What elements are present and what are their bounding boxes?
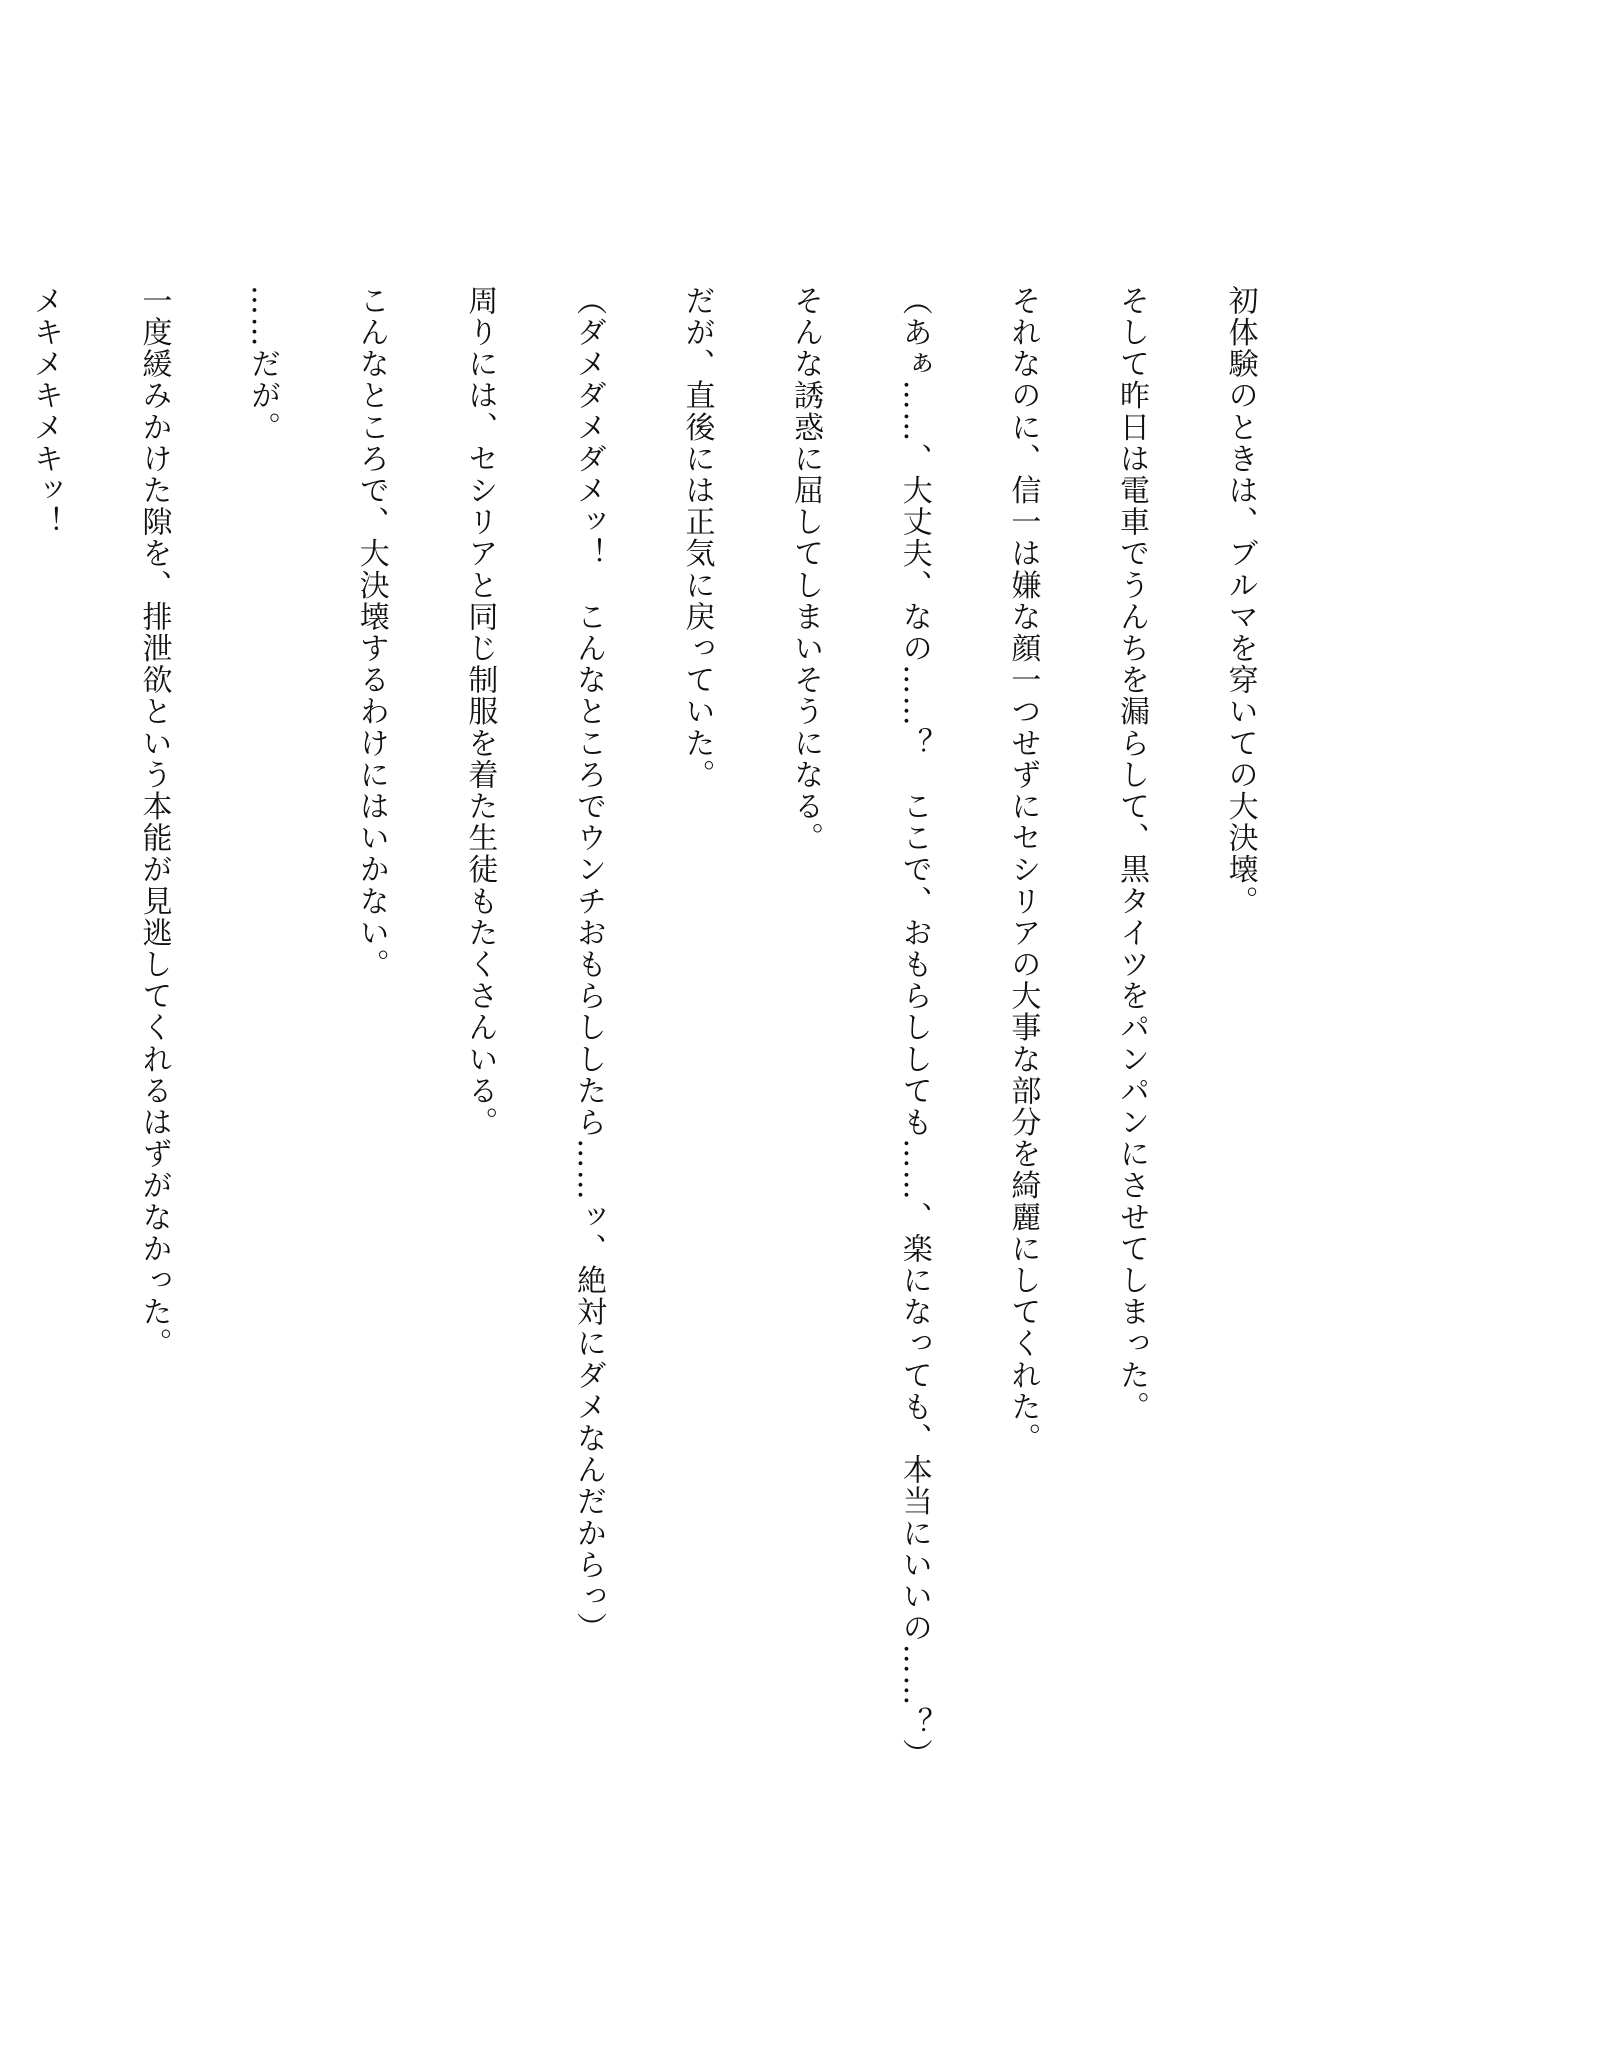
text-line: そして昨日は電車でうんちを漏らして、黒タイツをパンパンにさせてしまった。: [1113, 285, 1149, 1423]
text-line: （ダメダメダメッ！ こんなところでウンチおもらししたら……ッ、絶対にダメなんだからっ）: [570, 285, 606, 1644]
text-line: メキメキメキッ！: [27, 285, 63, 538]
text-line: だが、直後には正気に戻っていた。: [679, 285, 715, 791]
text-line: こんなところで、大決壊するわけにはいかない。: [353, 285, 389, 981]
text-line: 周りには、セシリアと同じ制服を着た生徒もたくさんいる。: [462, 285, 498, 1139]
vertical-text-body: [0, 285, 1330, 1825]
text-line: 初体験のときは、ブルマを穿いての大決壊。: [1222, 285, 1258, 917]
text-line: ……だが。: [245, 285, 281, 443]
text-line: 一度緩みかけた隙を、排泄欲という本能が見逃してくれるはずがなかった。: [136, 285, 172, 1360]
text-line: （あぁ……、大丈夫、なの……？ ここで、おもらししても……、楽になっても、本当にいいの……？）: [896, 285, 932, 1771]
text-line: それなのに、信一は嫌な顔一つせずにセシリアの大事な部分を綺麗にしてくれた。: [1005, 285, 1041, 1455]
text-line: そんな誘惑に屈してしまいそうになる。: [788, 285, 824, 854]
